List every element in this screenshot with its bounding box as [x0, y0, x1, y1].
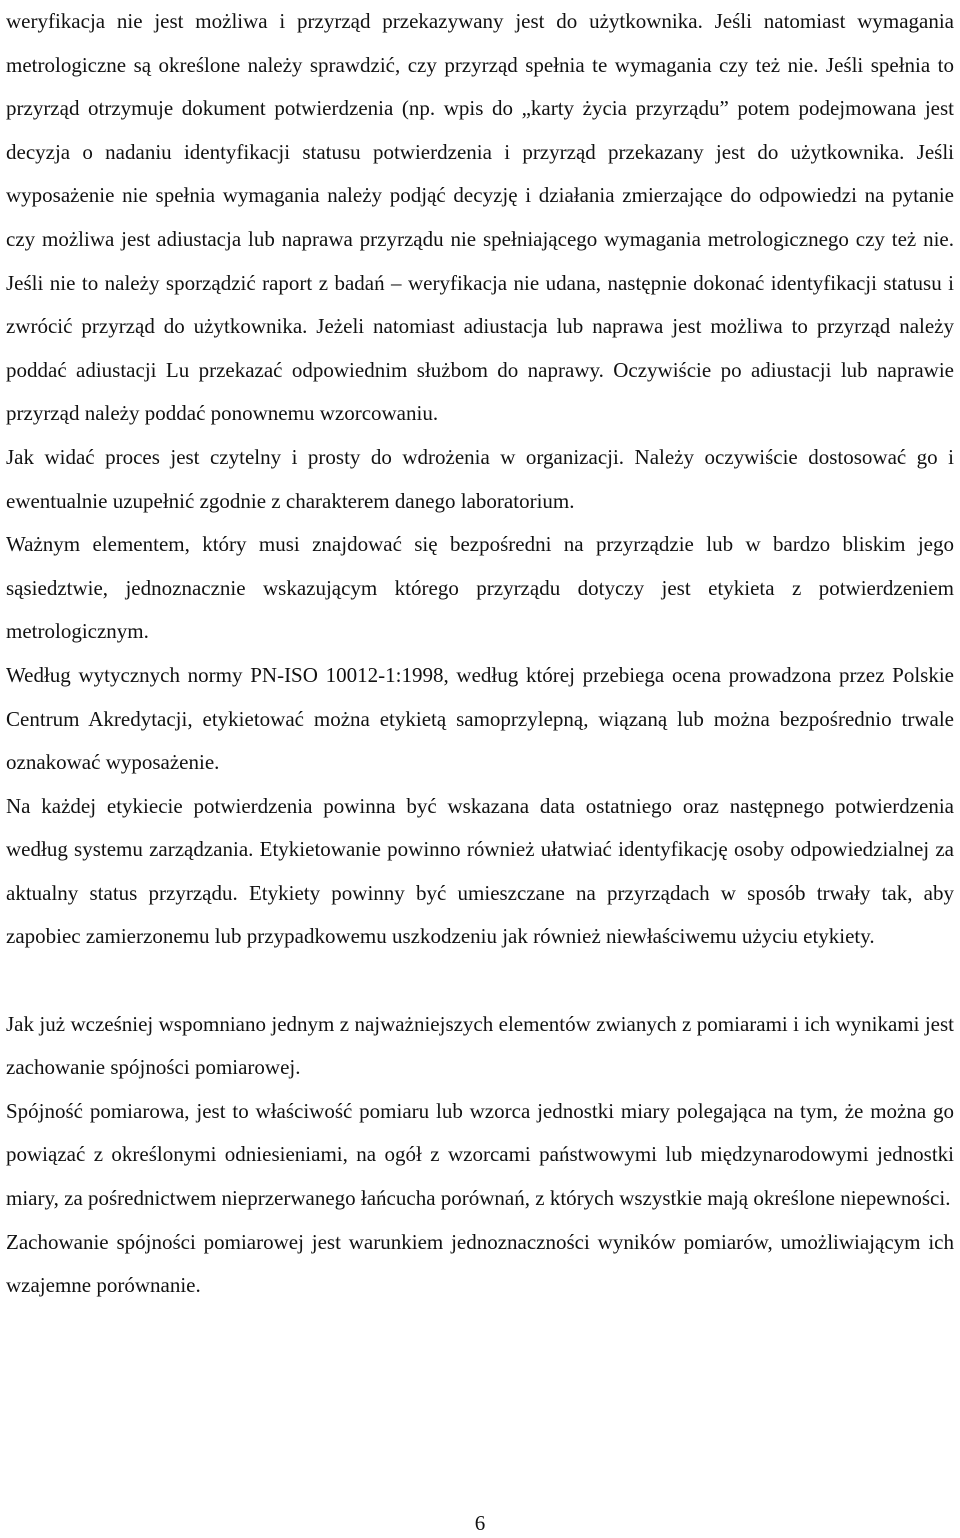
paragraph-verification-process: weryfikacja nie jest możliwa i przyrząd przekazywany jest do użytkownika. Jeśli natomiast wymagania metrologiczne są określone należy sprawdzić, czy przyrząd spełnia te wymagania czy też nie. Jeśli spełnia to przyrząd otrzymuje dokument potwierdzenia (np. wpis do „karty życia przyrządu” potem podejmowana jest decyzja o nadaniu identyfikacji statusu potwierdzenia i przyrząd przekazany jest do użytkownika. Jeśli wyposażenie nie spełnia wymagania należy podjąć decyzję i działania zmierzające do odpowiedzi na pytanie czy możliwa jest adiustacja lub naprawa przyrządu nie spełniającego wymagania metrologicznego czy też nie. Jeśli nie to należy sporządzić raport z badań – weryfikacja nie udana, następnie dokonać identyfikacji statusu i zwrócić przyrząd do użytkownika. Jeżeli natomiast adiustacja lub naprawa jest możliwa to przyrząd należy poddać adiustacji Lu przekazać odpowiednim służbom do naprawy. Oczywiście po adiustacji lub naprawie przyrząd należy poddać ponownemu wzorcowaniu. [6, 9, 954, 426]
paragraph-process-summary: Jak widać proces jest czytelny i prosty do wdrożenia w organizacji. Należy oczywiście dostosować go i ewentualnie uzupełnić zgodnie z charakterem danego laboratorium. [6, 444, 954, 513]
paragraph-traceability-conclusion: Zachowanie spójności pomiarowej jest warunkiem jednoznaczności wyników pomiarów, umożliwiającym ich wzajemne porównanie. [6, 1229, 954, 1298]
paragraph-traceability-intro: Jak już wcześniej wspomniano jednym z najważniejszych elementów zwianych z pomiarami i ich wynikami jest zachowanie spójności pomiarowej. [6, 1011, 954, 1080]
paragraph-label-element: Ważnym elementem, który musi znajdować się bezpośredni na przyrządzie lub w bardzo bliskim jego sąsiedztwie, jednoznacznie wskazującym którego przyrządu dotyczy jest etykieta z potwierdzeniem metrologicznym. [6, 532, 954, 644]
paragraph-spacer [6, 959, 954, 1003]
paragraph-norm-guidelines: Według wytycznych normy PN-ISO 10012-1:1998, według której przebiega ocena prowadzona przez Polskie Centrum Akredytacji, etykietować można etykietą samoprzylepną, wiązaną lub można bezpośrednio trwale oznakować wyposażenie. [6, 662, 954, 775]
paragraph-label-contents: Na każdej etykiecie potwierdzenia powinna być wskazana data ostatniego oraz następnego potwierdzenia według systemu zarządzania. Etykietowanie powinno również ułatwiać identyfikację osoby odpowiedzialnej za aktualny status przyrządu. Etykiety powinny być umieszczane na przyrządach w sposób trwały tak, aby zapobiec zamierzonemu lub przypadkowemu uszkodzeniu jak również niewłaściwemu użyciu etykiety. [6, 793, 954, 949]
paragraph-traceability-definition: Spójność pomiarowa, jest to właściwość pomiaru lub wzorca jednostki miary polegająca na tym, że można go powiązać z określonymi odniesieniami, na ogół z wzorcami państwowymi lub międzynarodowymi jednostki miary, za pośrednictwem nieprzerwanego łańcucha porównań, z których wszystkie mają określone niepewności. [6, 1098, 954, 1211]
page-number: 6 [474, 1511, 486, 1535]
document-body [6, 0, 954, 1308]
